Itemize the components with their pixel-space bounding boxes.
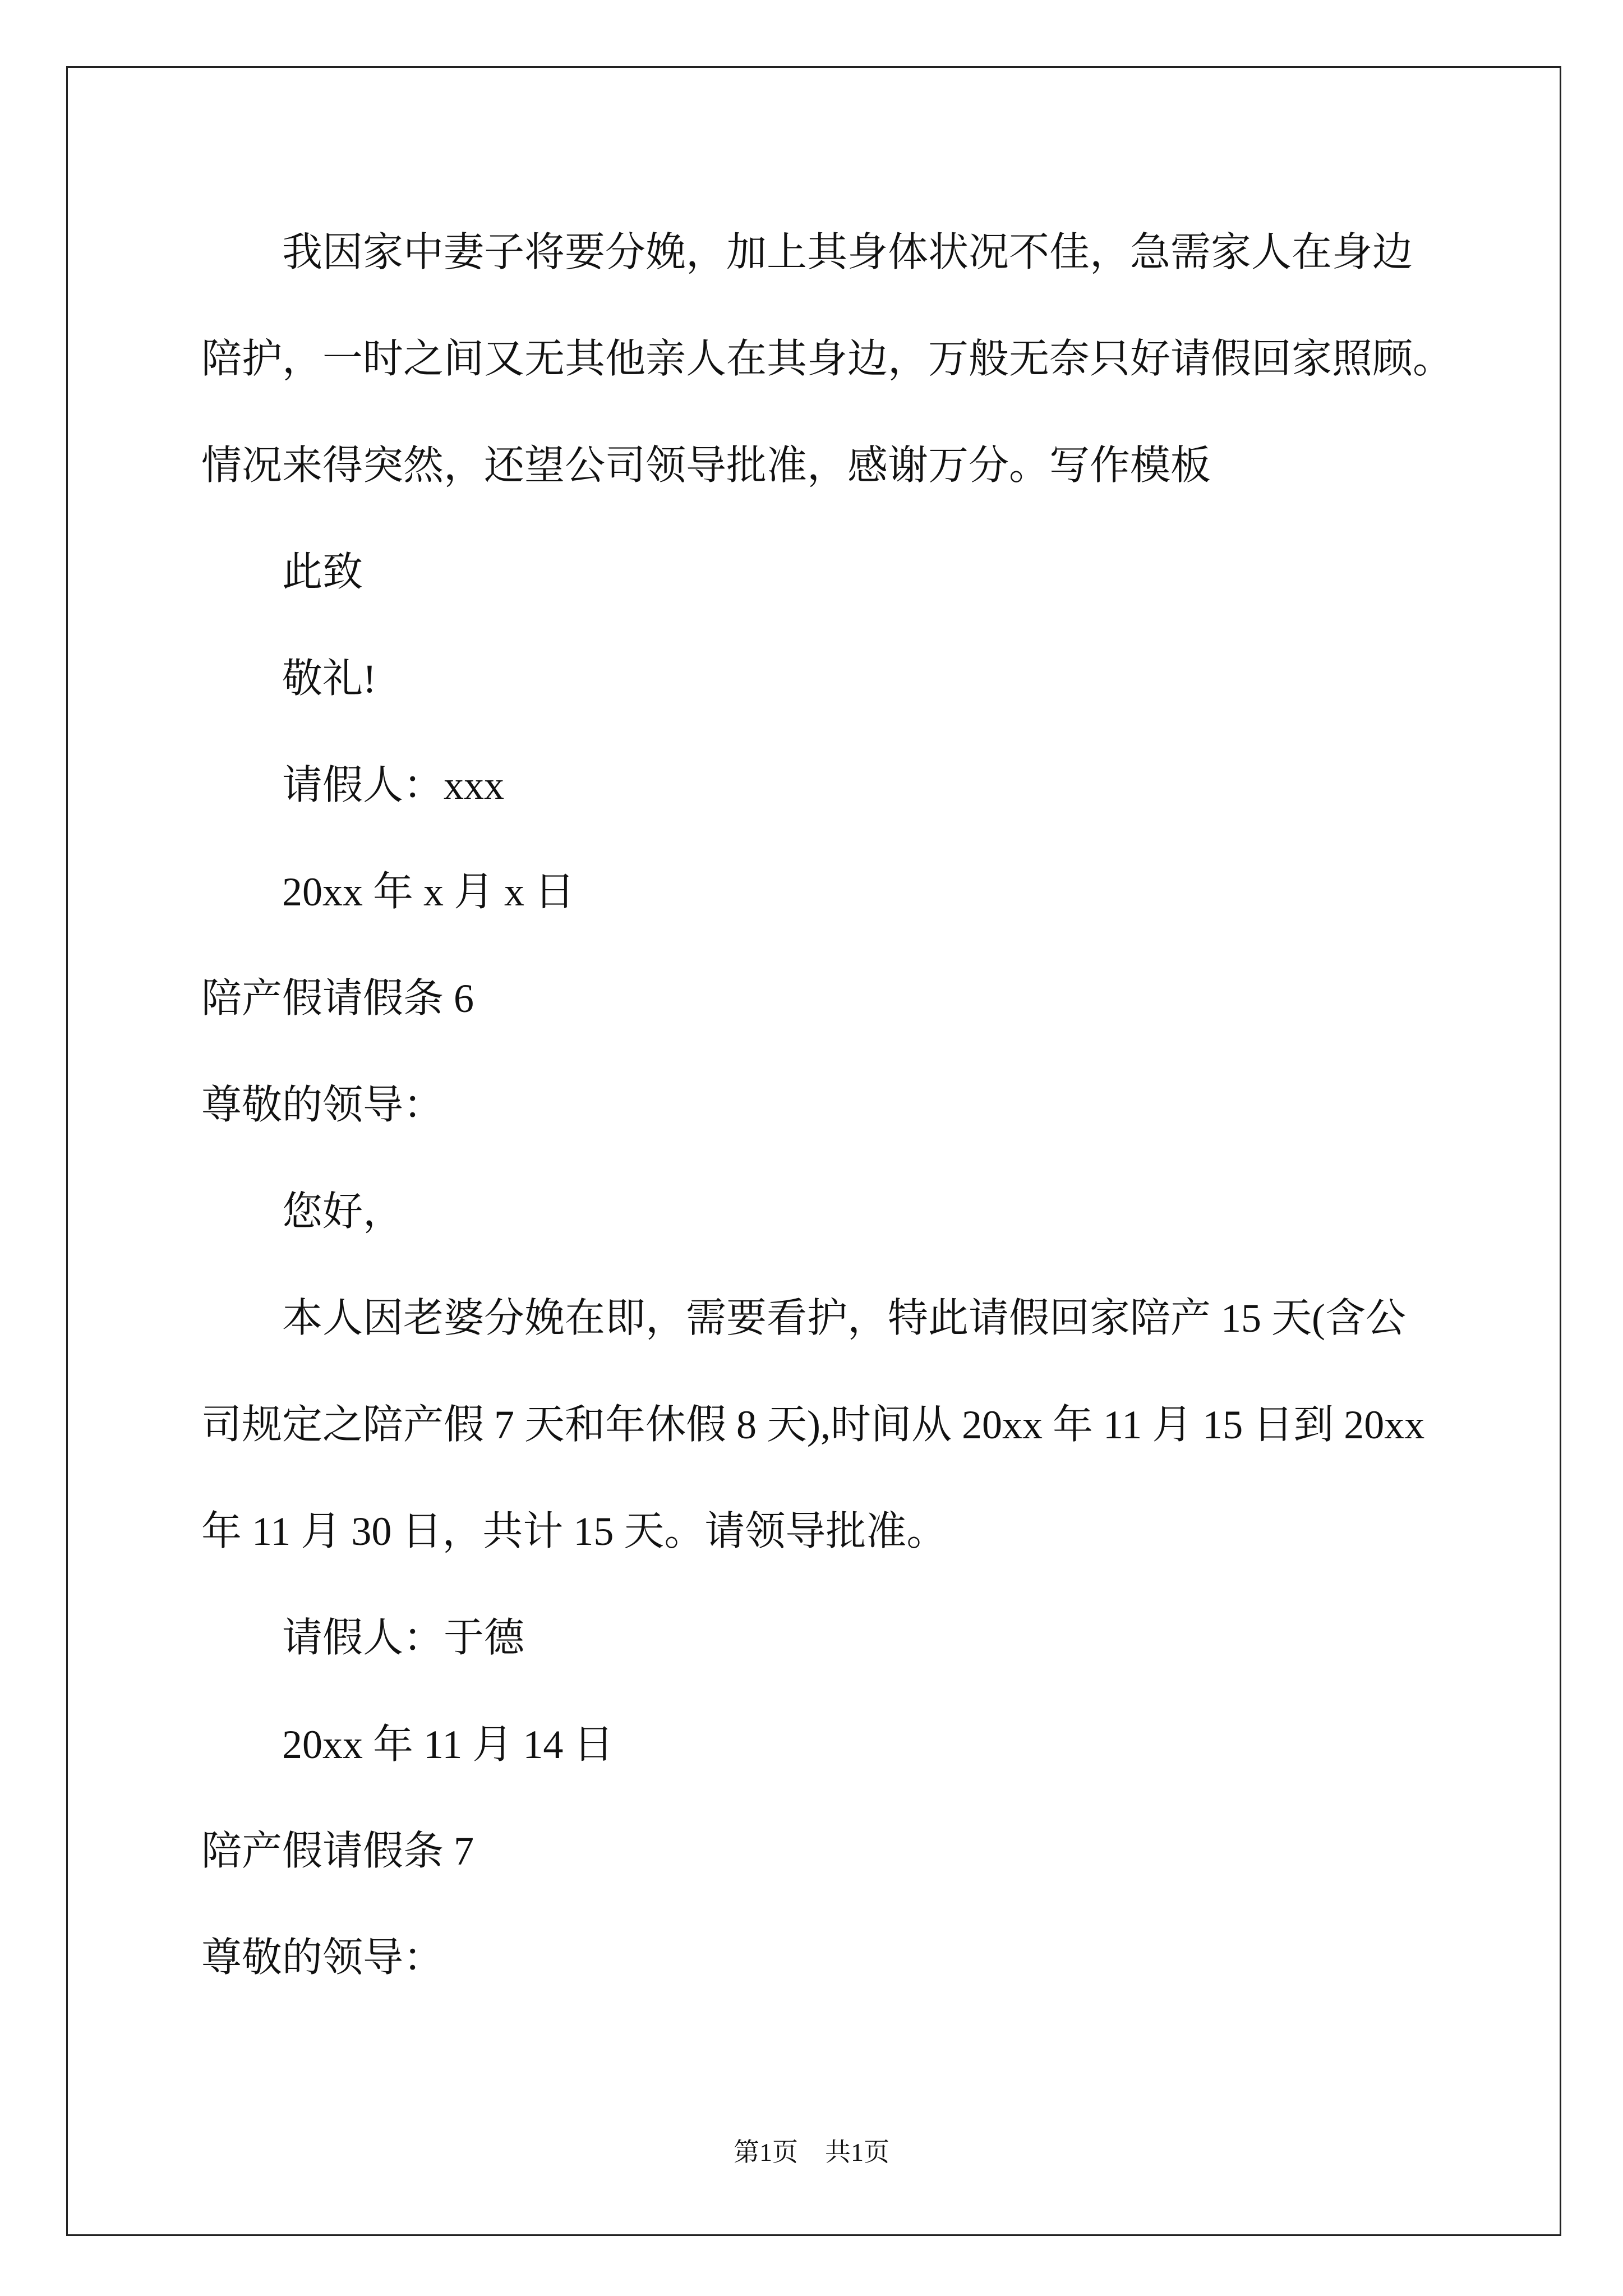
closing-line: 此致	[282, 550, 363, 595]
date-line: 20xx 年 11 月 14 日	[282, 1722, 614, 1767]
paragraph-line: 陪护，一时之间又无其他亲人在其身边，万般无奈只好请假回家照顾。	[201, 337, 1454, 381]
date-line: 20xx 年 x 月 x 日	[282, 869, 575, 914]
page-number: 第1页	[734, 2138, 798, 2166]
section-title: 陪产假请假条 6	[201, 976, 474, 1021]
greeting-line: 您好，	[282, 1189, 404, 1234]
page-footer	[0, 2136, 1623, 2169]
page-total: 共1页	[825, 2138, 889, 2166]
paragraph-line: 本人因老婆分娩在即，需要看护，特此请假回家陪产 15 天(含公	[282, 1296, 1406, 1341]
paragraph-line: 情况来得突然，还望公司领导批准，感谢万分。写作模板	[201, 443, 1211, 488]
salutation-line: 尊敬的领导：	[201, 1083, 444, 1128]
paragraph-line: 我因家中妻子将要分娩，加上其身体状况不佳，急需家人在身边	[282, 230, 1413, 275]
signature-line: 请假人：于德	[282, 1616, 525, 1660]
section-title: 陪产假请假条 7	[201, 1829, 474, 1874]
paragraph-line: 年 11 月 30 日，共计 15 天。请领导批准。	[201, 1509, 947, 1554]
document-body	[201, 199, 1536, 2011]
salutation-line: 尊敬的领导：	[201, 1935, 444, 1980]
signature-line: 请假人：xxx	[282, 763, 505, 808]
salute-line: 敬礼!	[282, 656, 376, 701]
paragraph-line: 司规定之陪产假 7 天和年休假 8 天),时间从 20xx 年 11 月 15 日到 20xx	[201, 1402, 1425, 1447]
